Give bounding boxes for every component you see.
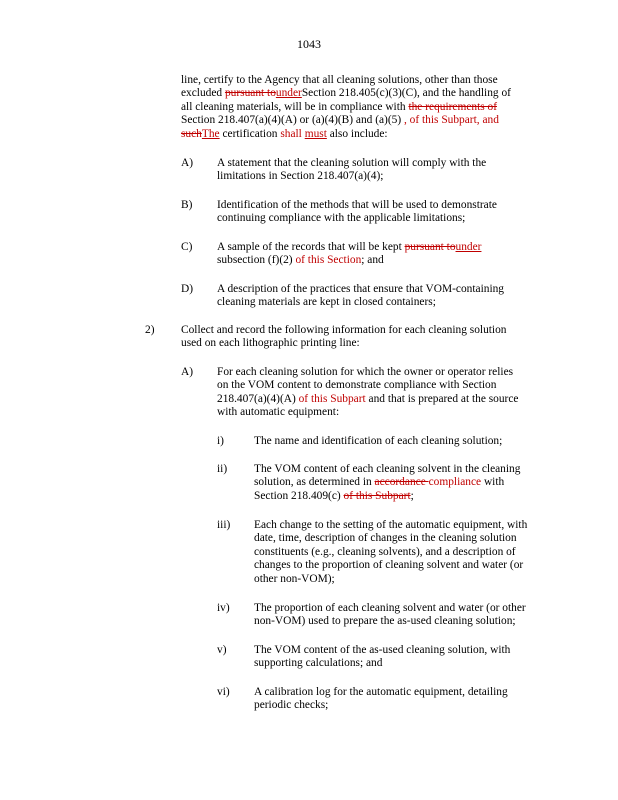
list-label: vi): [217, 686, 230, 698]
list-item: Each change to the setting of the automatic equipment, with date, time, description of changes in the cleaning solution constituents (e.g., cleaning solvents), and a description of changes to the proportion of cleaning solvent and water (or other non-VOM);: [254, 519, 528, 585]
list-item: The name and identification of each cleaning solution;: [254, 435, 503, 447]
intro-line: Section 218.407(a)(4)(A) or (a)(4)(B) and (a)(5) , of this Subpart, and: [181, 114, 499, 127]
list-item: The VOM content of each cleaning solvent in the cleaning solution, as determined in accordance compliance with Section 218.409(c) of this Subpart;: [254, 463, 521, 502]
list-label: iv): [217, 602, 230, 614]
list-item: A sample of the records that will be kept pursuant tounder subsection (f)(2) of this Section; and: [217, 241, 482, 267]
inserted-text: shall: [280, 127, 302, 140]
inserted-text: under: [455, 241, 482, 253]
list-label: A): [181, 157, 194, 169]
list-label: D): [181, 283, 194, 295]
inserted-text: , of this Subpart, and: [403, 114, 499, 127]
list-item: For each cleaning solution for which the owner or operator relies on the VOM content to demonstrate compliance with Section 218.407(a)(4)(A) of this Subpart and that is prepared at the source with automatic equipment:: [217, 366, 519, 419]
list-label: ii): [217, 463, 228, 475]
list-item: The proportion of each cleaning solvent and water (or other non-VOM) used to prepare the as-used cleaning solution;: [254, 602, 526, 628]
list-label: iii): [217, 519, 231, 531]
inserted-text: of this Section: [295, 254, 362, 267]
list-label: B): [181, 199, 193, 211]
deleted-text: accordance: [374, 476, 429, 489]
list-item: The VOM content of the as-used cleaning solution, with supporting calculations; and: [254, 644, 511, 670]
intro-line: all cleaning materials, will be in compliance with the requirements of: [181, 100, 497, 113]
list-label: C): [181, 241, 193, 253]
list-label: 2): [145, 324, 155, 336]
list-item: Identification of the methods that will be used to demonstrate continuing compliance with the applicable limitations;: [217, 199, 497, 225]
list-label: v): [217, 644, 227, 656]
page-number: 1043: [297, 37, 321, 51]
inserted-text: must: [304, 127, 327, 140]
list-item: A calibration log for the automatic equipment, detailing periodic checks;: [254, 686, 508, 712]
deleted-text: of this Subpart: [343, 489, 411, 502]
deleted-text: such: [181, 127, 202, 140]
deleted-text: pursuant to: [224, 87, 276, 100]
list-item: Collect and record the following information for each cleaning solution used on each lithographic printing line:: [181, 324, 507, 350]
inserted-text: The: [201, 127, 220, 140]
intro-line: suchThe certification shall must also include:: [181, 127, 388, 140]
list-item: A statement that the cleaning solution will comply with the limitations in Section 218.407(a)(4);: [217, 157, 487, 183]
inserted-text: of this Subpart: [298, 392, 366, 405]
intro-line: excluded pursuant tounderSection 218.405(c)(3)(C), and the handling of: [181, 87, 511, 100]
inserted-text: compliance: [428, 476, 482, 489]
list-item: A description of the practices that ensure that VOM-containing cleaning materials are kept in closed containers;: [217, 283, 505, 309]
deleted-text: pursuant to: [404, 241, 456, 253]
list-label: A): [181, 366, 194, 378]
deleted-text: the requirements of: [408, 100, 497, 113]
list-label: i): [217, 435, 224, 447]
intro-line: line, certify to the Agency that all cleaning solutions, other than those: [181, 74, 498, 86]
inserted-text: under: [275, 87, 302, 100]
intro-paragraph: [181, 74, 541, 141]
